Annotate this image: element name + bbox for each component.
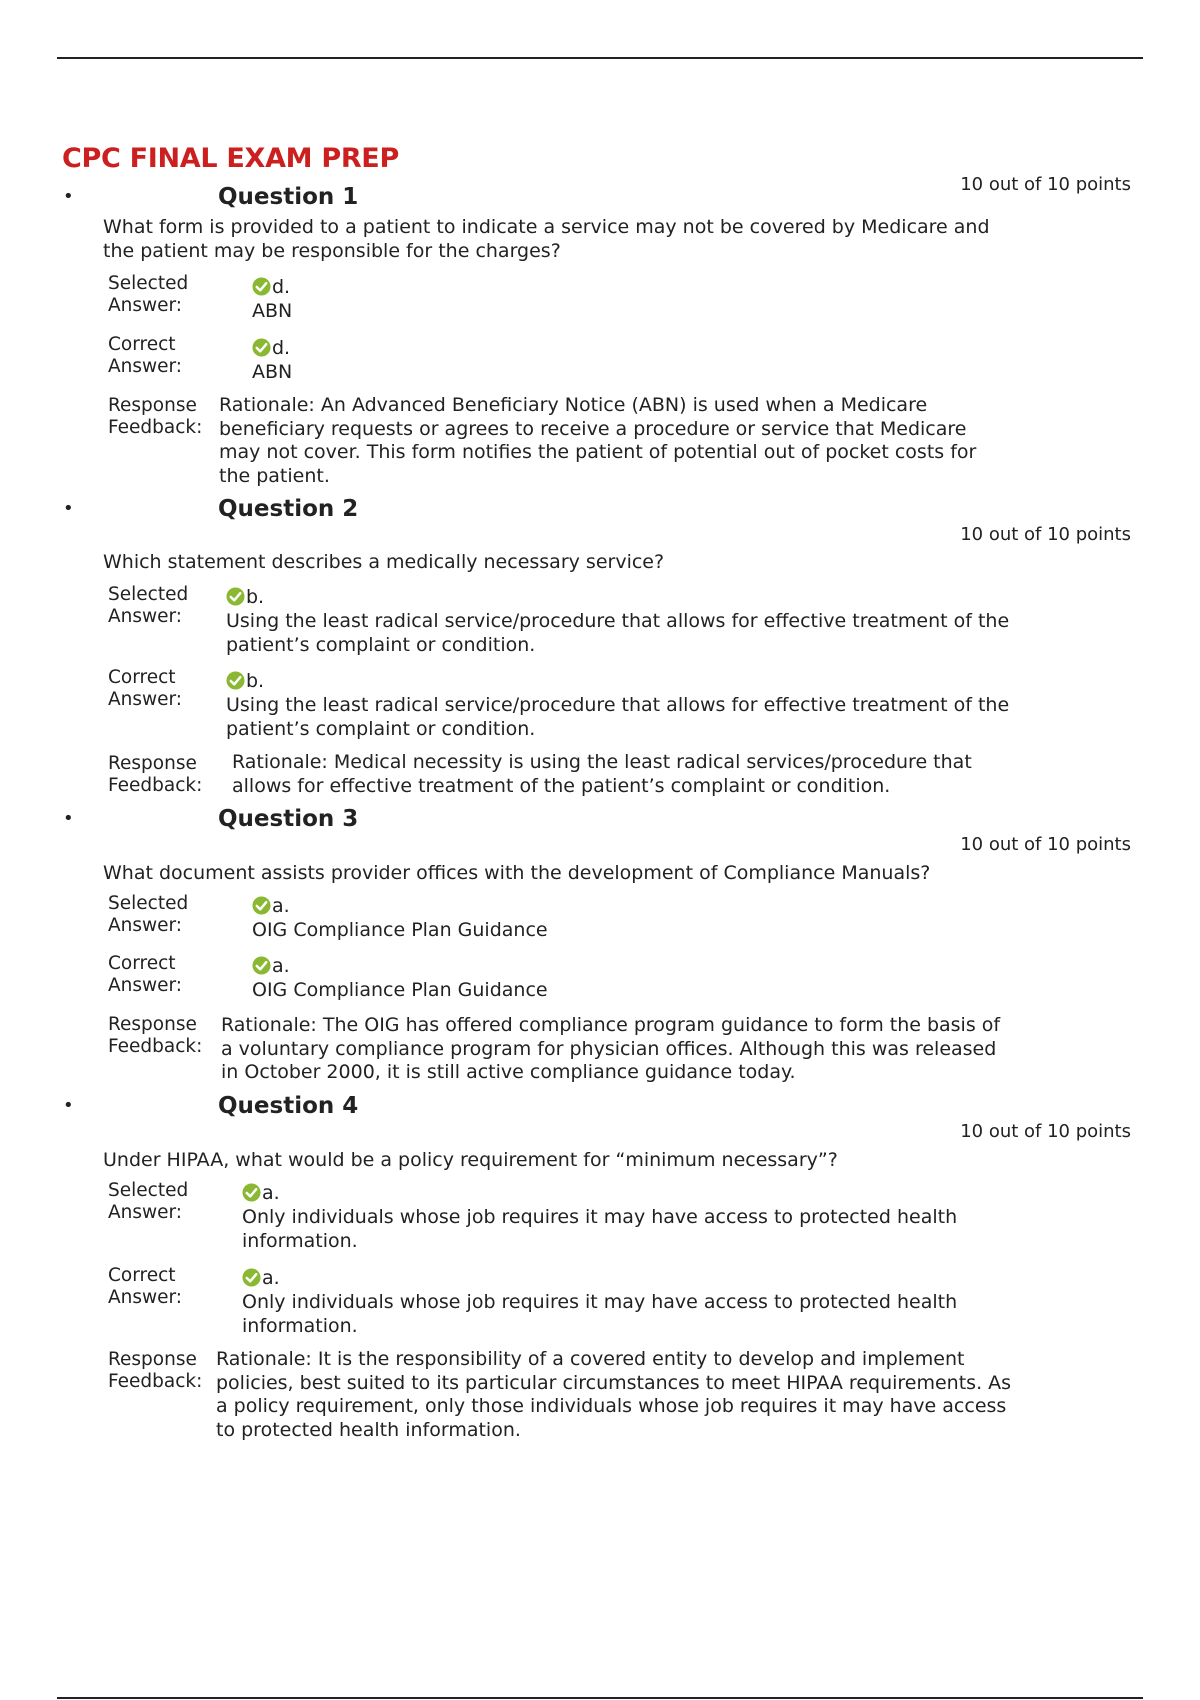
points-score: 10 out of 10 points bbox=[960, 174, 1131, 195]
bullet: • bbox=[63, 498, 74, 519]
correct-answer-choice bbox=[252, 954, 1012, 978]
selected-answer-label: Selected Answer: bbox=[108, 584, 189, 627]
points-score: 10 out of 10 points bbox=[960, 524, 1131, 545]
selected-answer bbox=[242, 1181, 1022, 1253]
check-icon bbox=[252, 277, 271, 296]
selected-answer-text: ABN bbox=[252, 300, 293, 322]
selected-answer-text: OIG Compliance Plan Guidance bbox=[252, 919, 548, 941]
correct-answer-text: OIG Compliance Plan Guidance bbox=[252, 979, 548, 1001]
check-icon bbox=[252, 338, 271, 357]
response-feedback: Rationale: Medical necessity is using the least radical services/procedure that allows for effective treatment of the patient’s complaint or condition. bbox=[232, 751, 972, 797]
selected-answer bbox=[252, 275, 1012, 323]
correct-answer-label: Correct Answer: bbox=[108, 953, 183, 996]
correct-answer-letter: a. bbox=[272, 955, 290, 977]
question-text: Under HIPAA, what would be a policy requirement for “minimum necessary”? bbox=[103, 1149, 838, 1171]
selected-answer-label: Selected Answer: bbox=[108, 273, 189, 316]
selected-answer-letter: b. bbox=[246, 586, 265, 608]
response-feedback: Rationale: An Advanced Beneficiary Notice (ABN) is used when a Medicare beneficiary requests or agrees to receive a procedure or service that Medicare may not cover. This form notifies the patient of potential out of pocket costs for the patient. bbox=[219, 394, 977, 487]
correct-answer bbox=[252, 954, 1012, 1002]
selected-answer-letter: d. bbox=[272, 276, 291, 298]
points-score: 10 out of 10 points bbox=[960, 1121, 1131, 1142]
correct-answer-letter: d. bbox=[272, 337, 291, 359]
bullet: • bbox=[63, 1095, 74, 1116]
top-rule bbox=[57, 57, 1143, 59]
response-feedback-label: Response Feedback: bbox=[108, 1014, 203, 1057]
bullet: • bbox=[63, 808, 74, 829]
correct-answer-text: ABN bbox=[252, 361, 293, 383]
selected-answer-label: Selected Answer: bbox=[108, 893, 189, 936]
selected-answer-label: Selected Answer: bbox=[108, 1180, 189, 1223]
question-text: What form is provided to a patient to indicate a service may not be covered by Medicare and the patient may be responsible for the charges? bbox=[103, 216, 990, 262]
check-icon bbox=[252, 896, 271, 915]
selected-answer-letter: a. bbox=[272, 895, 290, 917]
correct-answer-choice bbox=[252, 336, 1012, 360]
selected-answer bbox=[226, 585, 1036, 657]
response-feedback: Rationale: The OIG has offered compliance program guidance to form the basis of a voluntary compliance program for physician offices. Although this was released in October 2000, it is still active compliance guidance today. bbox=[221, 1014, 1001, 1083]
response-feedback-label: Response Feedback: bbox=[108, 395, 203, 438]
question-title: Question 1 bbox=[218, 184, 359, 210]
check-icon bbox=[242, 1183, 261, 1202]
check-icon bbox=[226, 671, 245, 690]
correct-answer bbox=[226, 669, 1036, 741]
question-title: Question 3 bbox=[218, 806, 359, 832]
selected-answer-letter: a. bbox=[262, 1182, 280, 1204]
selected-answer-text: Using the least radical service/procedure that allows for effective treatment of the patient’s complaint or condition. bbox=[226, 610, 1010, 656]
correct-answer-label: Correct Answer: bbox=[108, 667, 183, 710]
selected-answer bbox=[252, 894, 1012, 942]
question-title: Question 2 bbox=[218, 496, 359, 522]
selected-answer-text: Only individuals whose job requires it may have access to protected health information. bbox=[242, 1206, 958, 1252]
selected-answer-choice bbox=[242, 1181, 1022, 1205]
correct-answer-text: Only individuals whose job requires it may have access to protected health information. bbox=[242, 1291, 958, 1337]
selected-answer-choice bbox=[226, 585, 1036, 609]
points-score: 10 out of 10 points bbox=[960, 834, 1131, 855]
bottom-rule bbox=[57, 1697, 1143, 1699]
correct-answer-text: Using the least radical service/procedure that allows for effective treatment of the patient’s complaint or condition. bbox=[226, 694, 1010, 740]
selected-answer-choice bbox=[252, 275, 1012, 299]
check-icon bbox=[226, 587, 245, 606]
correct-answer bbox=[242, 1266, 1022, 1338]
correct-answer-choice bbox=[226, 669, 1036, 693]
check-icon bbox=[242, 1268, 261, 1287]
question-text: What document assists provider offices with the development of Compliance Manuals? bbox=[103, 862, 931, 884]
correct-answer-letter: a. bbox=[262, 1267, 280, 1289]
page-title: CPC FINAL EXAM PREP bbox=[62, 143, 399, 174]
selected-answer-choice bbox=[252, 894, 1012, 918]
bullet: • bbox=[63, 186, 74, 207]
response-feedback-label: Response Feedback: bbox=[108, 1349, 203, 1392]
correct-answer-choice bbox=[242, 1266, 1022, 1290]
correct-answer-letter: b. bbox=[246, 670, 265, 692]
correct-answer-label: Correct Answer: bbox=[108, 334, 183, 377]
correct-answer bbox=[252, 336, 1012, 384]
check-icon bbox=[252, 956, 271, 975]
response-feedback-label: Response Feedback: bbox=[108, 753, 203, 796]
correct-answer-label: Correct Answer: bbox=[108, 1265, 183, 1308]
response-feedback: Rationale: It is the responsibility of a covered entity to develop and implement policies, best suited to its particular circumstances to meet HIPAA requirements. As a policy requirement, only those individuals whose job requires it may have access to protected health information. bbox=[216, 1348, 1012, 1441]
question-text: Which statement describes a medically necessary service? bbox=[103, 551, 665, 573]
question-title: Question 4 bbox=[218, 1093, 359, 1119]
